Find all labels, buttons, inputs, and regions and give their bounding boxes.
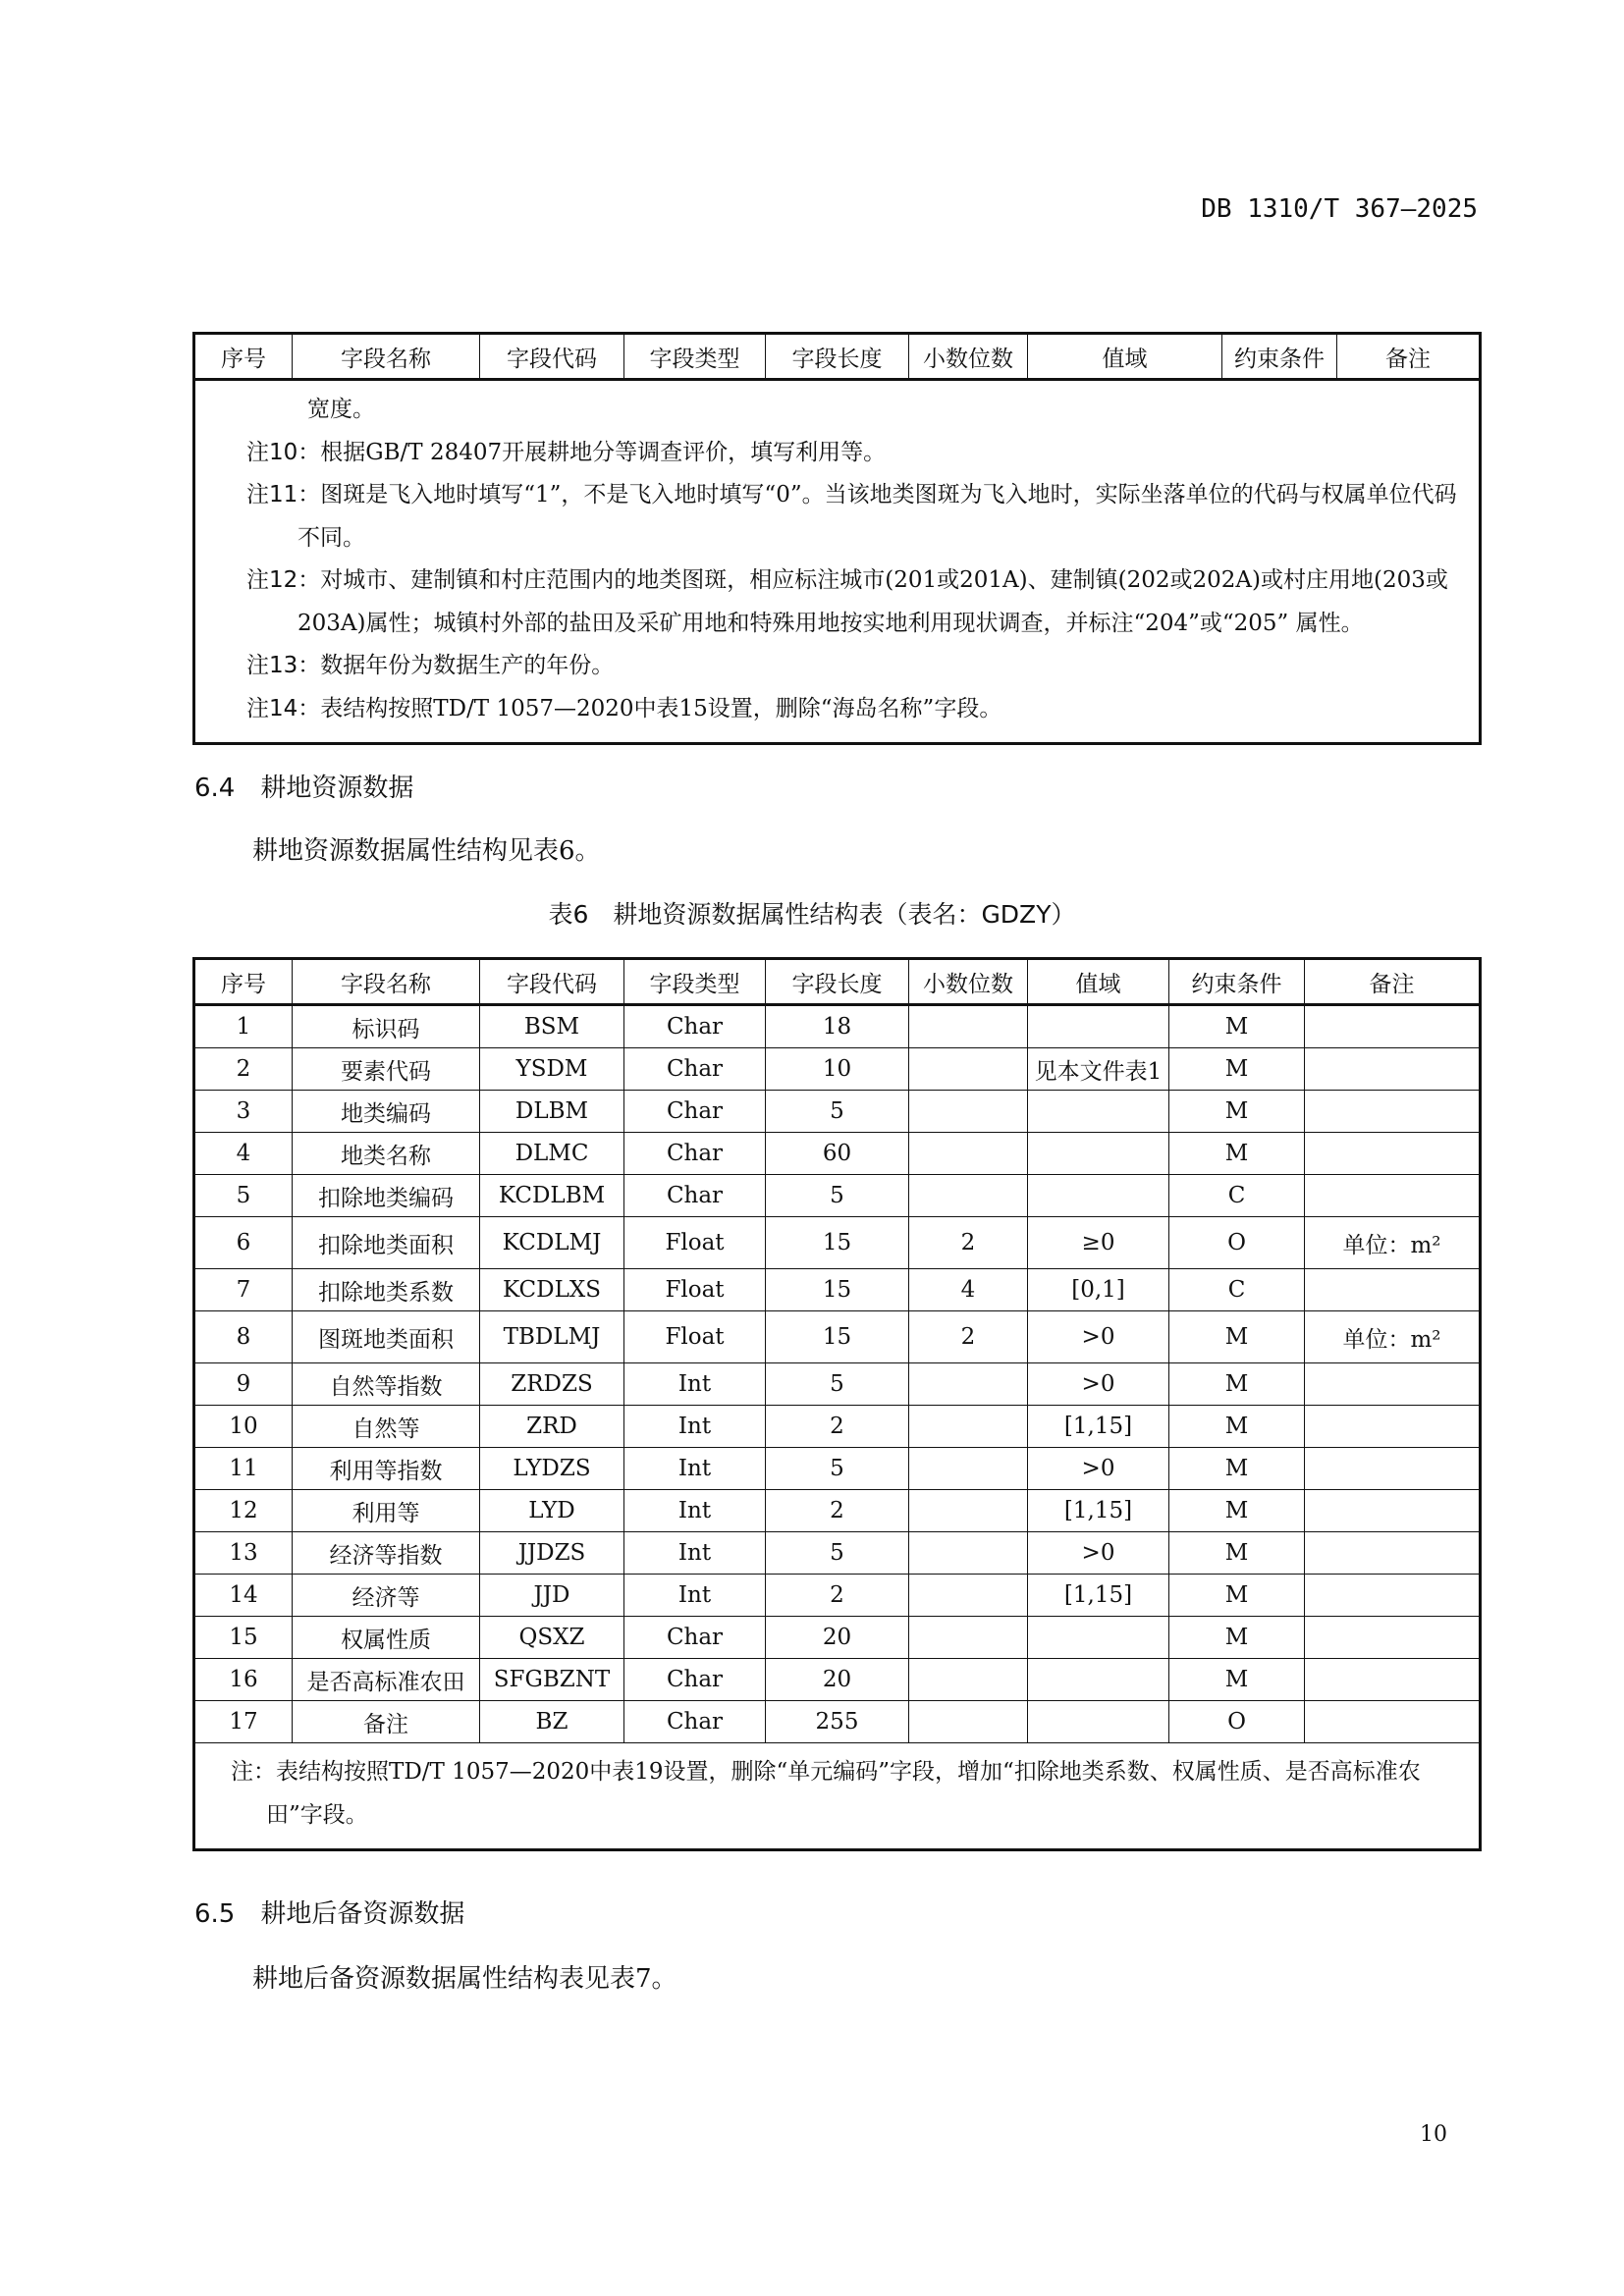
note xyxy=(246,560,1479,645)
table-cell: Char xyxy=(624,1701,766,1743)
table-cell: ZRDZS xyxy=(480,1363,624,1406)
table-cell xyxy=(909,1575,1028,1617)
table-cell: M xyxy=(1169,1091,1305,1133)
column-header: 值域 xyxy=(1028,334,1222,380)
table-cell xyxy=(909,1659,1028,1701)
table-cell: BSM xyxy=(480,1005,624,1048)
table-cell xyxy=(909,1091,1028,1133)
table-cell: Int xyxy=(624,1406,766,1448)
table-cell: 11 xyxy=(194,1448,293,1490)
table-cell: KCDLXS xyxy=(480,1269,624,1311)
column-header: 约束条件 xyxy=(1222,334,1337,380)
table-cell: 2 xyxy=(194,1048,293,1091)
table-cell: 17 xyxy=(194,1701,293,1743)
table-cell: 自然等 xyxy=(293,1406,480,1448)
table-cell: 自然等指数 xyxy=(293,1363,480,1406)
note-text: 图斑是飞入地时填写“1”，不是飞入地时填写“0”。当该地类图斑为飞入地时，实际坐落单位的代码与权属单位代码不同。 xyxy=(298,482,1457,551)
table-cell xyxy=(909,1490,1028,1532)
table-cell: [1,15] xyxy=(1028,1406,1169,1448)
table-cell xyxy=(1028,1701,1169,1743)
table-cell: SFGBZNT xyxy=(480,1659,624,1701)
table-row xyxy=(194,1575,1481,1617)
table-row xyxy=(194,1217,1481,1269)
table-row xyxy=(194,1091,1481,1133)
table-row xyxy=(194,1532,1481,1575)
table-cell: [1,15] xyxy=(1028,1490,1169,1532)
note xyxy=(246,688,1479,731)
column-header: 序号 xyxy=(194,959,293,1005)
table-cell: 7 xyxy=(194,1269,293,1311)
table-cell xyxy=(1305,1363,1481,1406)
table-cell: Char xyxy=(624,1005,766,1048)
table-cell xyxy=(1028,1005,1169,1048)
table-cell: 12 xyxy=(194,1490,293,1532)
table-cell: KCDLMJ xyxy=(480,1217,624,1269)
table-cell: [1,15] xyxy=(1028,1575,1169,1617)
table-6 xyxy=(192,957,1482,1851)
column-header: 字段长度 xyxy=(766,959,909,1005)
table-cell: M xyxy=(1169,1005,1305,1048)
table-cell xyxy=(1305,1005,1481,1048)
table-cell: M xyxy=(1169,1048,1305,1091)
note-label: 注10： xyxy=(246,439,321,465)
table-cell: 是否高标准农田 xyxy=(293,1659,480,1701)
table-cell: 见本文件表1 xyxy=(1028,1048,1169,1091)
table-cell: 10 xyxy=(194,1406,293,1448)
table-row xyxy=(194,1448,1481,1490)
section-paragraph-6-4: 耕地资源数据属性结构见表6。 xyxy=(252,836,601,866)
table-cell: >0 xyxy=(1028,1448,1169,1490)
table-cell: Char xyxy=(624,1048,766,1091)
table-row xyxy=(194,1311,1481,1363)
table-cell: O xyxy=(1169,1701,1305,1743)
table-cell: 8 xyxy=(194,1311,293,1363)
table-cell: M xyxy=(1169,1617,1305,1659)
table-cell: 单位：m² xyxy=(1305,1217,1481,1269)
table-cell xyxy=(909,1406,1028,1448)
table-cell xyxy=(1028,1617,1169,1659)
table-row xyxy=(194,1701,1481,1743)
table-cell: 1 xyxy=(194,1005,293,1048)
table-cell: JJDZS xyxy=(480,1532,624,1575)
table-cell: [0,1] xyxy=(1028,1269,1169,1311)
note-text: 宽度。 xyxy=(307,397,375,422)
table-cell xyxy=(1305,1575,1481,1617)
table-cell: Int xyxy=(624,1363,766,1406)
table-cell: 单位：m² xyxy=(1305,1311,1481,1363)
table-cell: M xyxy=(1169,1406,1305,1448)
section-paragraph-6-5: 耕地后备资源数据属性结构表见表7。 xyxy=(252,1964,677,1994)
table-cell xyxy=(1305,1490,1481,1532)
table-cell: 2 xyxy=(909,1217,1028,1269)
table-cell: 利用等 xyxy=(293,1490,480,1532)
table-row xyxy=(194,1005,1481,1048)
note-label: 注13： xyxy=(246,653,321,678)
column-header: 值域 xyxy=(1028,959,1169,1005)
table-cell: DLBM xyxy=(480,1091,624,1133)
table-cell: 20 xyxy=(766,1617,909,1659)
table-cell xyxy=(909,1532,1028,1575)
table-cell: DLMC xyxy=(480,1133,624,1175)
table-cell: 经济等 xyxy=(293,1575,480,1617)
note-text: 表结构按照TD/T 1057—2020中表19设置，删除“单元编码”字段，增加“扣除地类系数、权属性质、是否高标准农田”字段。 xyxy=(266,1759,1421,1828)
table-caption: 表6 耕地资源数据属性结构表（表名：GDZY） xyxy=(548,900,1076,929)
table-cell: 5 xyxy=(194,1175,293,1217)
table-cell: LYDZS xyxy=(480,1448,624,1490)
table-cell xyxy=(1305,1048,1481,1091)
table-cell xyxy=(1028,1659,1169,1701)
table-cell: 地类名称 xyxy=(293,1133,480,1175)
note-label: 注： xyxy=(231,1759,276,1785)
table-cell: 扣除地类面积 xyxy=(293,1217,480,1269)
note-text: 根据GB/T 28407开展耕地分等调查评价，填写利用等。 xyxy=(320,439,887,465)
table-cell: 14 xyxy=(194,1575,293,1617)
table-cell xyxy=(1305,1532,1481,1575)
column-header: 备注 xyxy=(1305,959,1481,1005)
table-cell: 扣除地类编码 xyxy=(293,1175,480,1217)
table-cell: 15 xyxy=(766,1269,909,1311)
table-row xyxy=(194,1659,1481,1701)
table-cell: LYD xyxy=(480,1490,624,1532)
table-cell: >0 xyxy=(1028,1311,1169,1363)
table-cell xyxy=(1028,1175,1169,1217)
table-cell: M xyxy=(1169,1659,1305,1701)
column-header: 字段类型 xyxy=(624,959,766,1005)
table-cell xyxy=(1305,1133,1481,1175)
table-cell: M xyxy=(1169,1490,1305,1532)
column-header: 序号 xyxy=(194,334,293,380)
column-header: 约束条件 xyxy=(1169,959,1305,1005)
table-cell xyxy=(909,1005,1028,1048)
table-cell: Float xyxy=(624,1269,766,1311)
note-label: 注12： xyxy=(246,567,321,593)
table-row xyxy=(194,1048,1481,1091)
table-cell: 5 xyxy=(766,1091,909,1133)
table-cell xyxy=(909,1175,1028,1217)
table-cell: 要素代码 xyxy=(293,1048,480,1091)
column-header: 小数位数 xyxy=(909,334,1028,380)
table-cell: 扣除地类系数 xyxy=(293,1269,480,1311)
table-cell: 2 xyxy=(766,1575,909,1617)
table-row xyxy=(194,1133,1481,1175)
note xyxy=(246,645,1479,688)
table-cell: 2 xyxy=(909,1311,1028,1363)
table-cell xyxy=(909,1617,1028,1659)
table-cell xyxy=(1305,1701,1481,1743)
column-header: 备注 xyxy=(1337,334,1481,380)
table-cell: O xyxy=(1169,1217,1305,1269)
table-cell: Char xyxy=(624,1617,766,1659)
table-cell: QSXZ xyxy=(480,1617,624,1659)
table-cell: M xyxy=(1169,1448,1305,1490)
table-cell: Int xyxy=(624,1575,766,1617)
table-cell: M xyxy=(1169,1311,1305,1363)
table-cell: 图斑地类面积 xyxy=(293,1311,480,1363)
table-cell: 20 xyxy=(766,1659,909,1701)
table-row xyxy=(194,1363,1481,1406)
table-cell: Char xyxy=(624,1133,766,1175)
table-cell: 16 xyxy=(194,1659,293,1701)
table-cell: BZ xyxy=(480,1701,624,1743)
column-header: 字段代码 xyxy=(480,334,624,380)
table-cell xyxy=(1305,1269,1481,1311)
column-header: 字段名称 xyxy=(293,334,480,380)
table-cell: 5 xyxy=(766,1448,909,1490)
table-cell: JJD xyxy=(480,1575,624,1617)
note xyxy=(246,432,1479,475)
table-cell: Int xyxy=(624,1532,766,1575)
document-id: DB 1310/T 367—2025 xyxy=(1201,194,1478,224)
column-header: 字段名称 xyxy=(293,959,480,1005)
table-cell xyxy=(909,1448,1028,1490)
note-text: 对城市、建制镇和村庄范围内的地类图斑，相应标注城市(201或201A)、建制镇(202或202A)或村庄用地(203或203A)属性；城镇村外部的盐田及采矿用地和特殊用地按实地利用现状调查，并标注“204”或“205” 属性。 xyxy=(298,567,1448,636)
table-cell: Int xyxy=(624,1490,766,1532)
table-cell: 4 xyxy=(909,1269,1028,1311)
table-cell: 18 xyxy=(766,1005,909,1048)
table-cell: 15 xyxy=(194,1617,293,1659)
page-number: 10 xyxy=(1420,2122,1447,2147)
table-cell xyxy=(1305,1406,1481,1448)
table-cell: 15 xyxy=(766,1217,909,1269)
table-row xyxy=(194,1269,1481,1311)
table-cell: 5 xyxy=(766,1532,909,1575)
table-cell xyxy=(1305,1175,1481,1217)
table-cell: ≥0 xyxy=(1028,1217,1169,1269)
column-header: 小数位数 xyxy=(909,959,1028,1005)
table-cell: 4 xyxy=(194,1133,293,1175)
note xyxy=(246,474,1479,560)
table-cell: C xyxy=(1169,1175,1305,1217)
table-cell xyxy=(1305,1091,1481,1133)
table-row xyxy=(194,1490,1481,1532)
table-cell: 15 xyxy=(766,1311,909,1363)
table-cell xyxy=(1305,1448,1481,1490)
table-cell: >0 xyxy=(1028,1363,1169,1406)
table-cell: M xyxy=(1169,1133,1305,1175)
table-cell: 10 xyxy=(766,1048,909,1091)
table-cell: Float xyxy=(624,1217,766,1269)
table-continued xyxy=(192,332,1482,745)
table-cell: M xyxy=(1169,1363,1305,1406)
table-cell: 2 xyxy=(766,1406,909,1448)
note-text: 数据年份为数据生产的年份。 xyxy=(320,653,615,678)
section-heading-6-5: 6.5 耕地后备资源数据 xyxy=(194,1899,465,1929)
table-cell: 2 xyxy=(766,1490,909,1532)
section-heading-6-4: 6.4 耕地资源数据 xyxy=(194,774,414,803)
table-cell xyxy=(909,1363,1028,1406)
table-cell xyxy=(909,1701,1028,1743)
table-cell: YSDM xyxy=(480,1048,624,1091)
table-cell: 备注 xyxy=(293,1701,480,1743)
table-cell xyxy=(909,1048,1028,1091)
table-cell: M xyxy=(1169,1575,1305,1617)
column-header: 字段类型 xyxy=(624,334,766,380)
table-row xyxy=(194,1617,1481,1659)
table-cell: Float xyxy=(624,1311,766,1363)
column-header: 字段长度 xyxy=(766,334,909,380)
table-cell: 3 xyxy=(194,1091,293,1133)
note-label: 注11： xyxy=(246,482,321,507)
note-label: 注14： xyxy=(246,695,321,721)
table-cell: >0 xyxy=(1028,1532,1169,1575)
table-cell: Char xyxy=(624,1175,766,1217)
table-cell: 标识码 xyxy=(293,1005,480,1048)
table-cell xyxy=(1028,1133,1169,1175)
table-cell: TBDLMJ xyxy=(480,1311,624,1363)
table-cell: KCDLBM xyxy=(480,1175,624,1217)
table-cell: 60 xyxy=(766,1133,909,1175)
table-cell: M xyxy=(1169,1532,1305,1575)
table-notes xyxy=(194,380,1481,744)
table-cell: Char xyxy=(624,1091,766,1133)
table-cell: 6 xyxy=(194,1217,293,1269)
table-cell xyxy=(1028,1091,1169,1133)
table-cell: 255 xyxy=(766,1701,909,1743)
table-cell: Char xyxy=(624,1659,766,1701)
table-cell xyxy=(909,1133,1028,1175)
table-cell: C xyxy=(1169,1269,1305,1311)
table-cell: 权属性质 xyxy=(293,1617,480,1659)
table-cell: 13 xyxy=(194,1532,293,1575)
table-row xyxy=(194,1175,1481,1217)
table-cell xyxy=(1305,1659,1481,1701)
table-cell xyxy=(1305,1617,1481,1659)
table-row xyxy=(194,1406,1481,1448)
table-cell: 利用等指数 xyxy=(293,1448,480,1490)
column-header: 字段代码 xyxy=(480,959,624,1005)
table-cell: 经济等指数 xyxy=(293,1532,480,1575)
table-cell: 地类编码 xyxy=(293,1091,480,1133)
table-cell: 5 xyxy=(766,1363,909,1406)
table-note xyxy=(194,1743,1481,1850)
note-text: 表结构按照TD/T 1057—2020中表15设置，删除“海岛名称”字段。 xyxy=(320,695,1002,721)
note xyxy=(195,389,1479,432)
table-cell: Int xyxy=(624,1448,766,1490)
table-cell: ZRD xyxy=(480,1406,624,1448)
table-cell: 9 xyxy=(194,1363,293,1406)
table-cell: 5 xyxy=(766,1175,909,1217)
